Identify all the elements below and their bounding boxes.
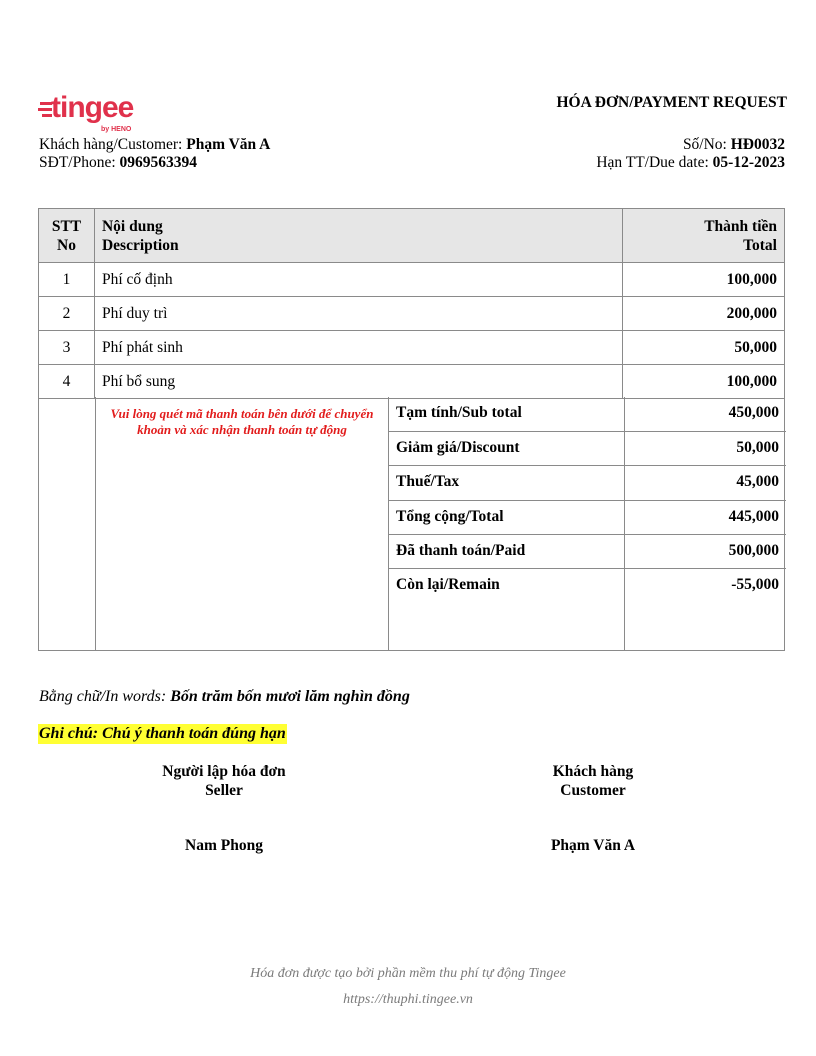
summary-empty-cell [39,397,96,650]
customer-label: Khách hàng/Customer: [39,136,183,153]
brand-byline: by HENO [101,126,132,133]
phone-line [39,154,197,172]
header-total-en: Total [743,237,777,254]
summary-label: Tổng cộng/Total [396,508,504,525]
due-date-label: Hạn TT/Due date: [596,154,709,171]
header-no-en: No [57,237,76,254]
invoice-number-label: Số/No: [682,136,727,153]
summary-row-tax [388,466,786,501]
highlighted-note: Ghi chú: Chú ý thanh toán đúng hạn [39,725,286,742]
phone-label: SĐT/Phone: [39,154,116,171]
summary-value: 445,000 [728,508,779,525]
header-desc-vi: Nội dung [101,218,163,235]
row-total: 200,000 [623,297,785,331]
amount-in-words [39,688,410,706]
summary-label: Còn lại/Remain [396,576,500,593]
payment-instruction: Vui lòng quét mã thanh toán bên dưới để chuyển khoản và xác nhận thanh toán tự động [96,397,389,650]
summary-label: Đã thanh toán/Paid [396,542,526,559]
due-date-line [596,154,785,172]
summary-value: 50,000 [736,439,779,456]
summary-label: Tạm tính/Sub total [396,404,522,421]
summary-row-total [388,501,786,535]
in-words-value: Bốn trăm bốn mươi lăm nghìn đồng [170,688,410,705]
brand-name: tingee [51,91,134,124]
table-row [39,365,785,399]
customer-name: Phạm Văn A [550,837,636,854]
summary-label: Giảm giá/Discount [396,439,520,456]
row-no: 1 [39,263,95,297]
row-description: Phí phát sinh [94,331,622,365]
seller-title-vi: Người lập hóa đơn [162,763,286,780]
items-table [38,208,785,399]
table-row [39,263,785,297]
seller-title-en: Seller [205,782,243,799]
header-total-vi: Thành tiền [704,218,777,235]
row-no: 3 [39,331,95,365]
header-desc-en: Description [101,237,179,254]
header-description [94,209,622,263]
summary-value: 500,000 [728,542,779,559]
invoice-number-line [683,136,785,154]
summary-row-discount [388,432,786,466]
row-no: 2 [39,297,95,331]
invoice-number-value: HĐ0032 [730,136,785,153]
due-date-value: 05-12-2023 [712,154,785,171]
customer-signature [493,762,693,855]
phone-value: 0969563394 [119,154,198,171]
table-row [39,331,785,365]
summary-block [38,397,785,651]
row-no: 4 [39,365,95,399]
footer-link[interactable]: https://thuphi.tingee.vn [343,992,473,1007]
summary-row-remain [388,569,786,650]
footer-credit: Hóa đơn được tạo bởi phần mềm thu phí tự động Tingee [250,966,566,981]
summary-value: 45,000 [736,473,779,490]
seller-name: Nam Phong [185,837,263,854]
in-words-label: Bằng chữ/In words: [39,688,167,705]
row-description: Phí duy trì [94,297,622,331]
header-no-vi: STT [51,218,82,235]
table-header [39,209,785,263]
row-total: 100,000 [623,263,785,297]
row-description: Phí bổ sung [94,365,622,399]
summary-row-subtotal [388,397,786,432]
header-no [39,209,95,263]
customer-title-vi: Khách hàng [552,763,634,780]
header-total [623,209,785,263]
row-total: 50,000 [623,331,785,365]
seller-signature [124,762,324,855]
summary-label: Thuế/Tax [396,473,460,490]
row-description: Phí cố định [94,263,622,297]
row-total: 100,000 [623,365,785,399]
customer-line [39,136,270,154]
summary-value: -55,000 [731,576,779,593]
customer-value: Phạm Văn A [186,136,271,153]
document-title: HÓA ĐƠN/PAYMENT REQUEST [556,94,787,111]
summary-row-paid [388,535,786,569]
table-row [39,297,785,331]
customer-title-en: Customer [560,782,626,799]
brand-logo [38,91,138,137]
summary-value: 450,000 [728,404,779,421]
